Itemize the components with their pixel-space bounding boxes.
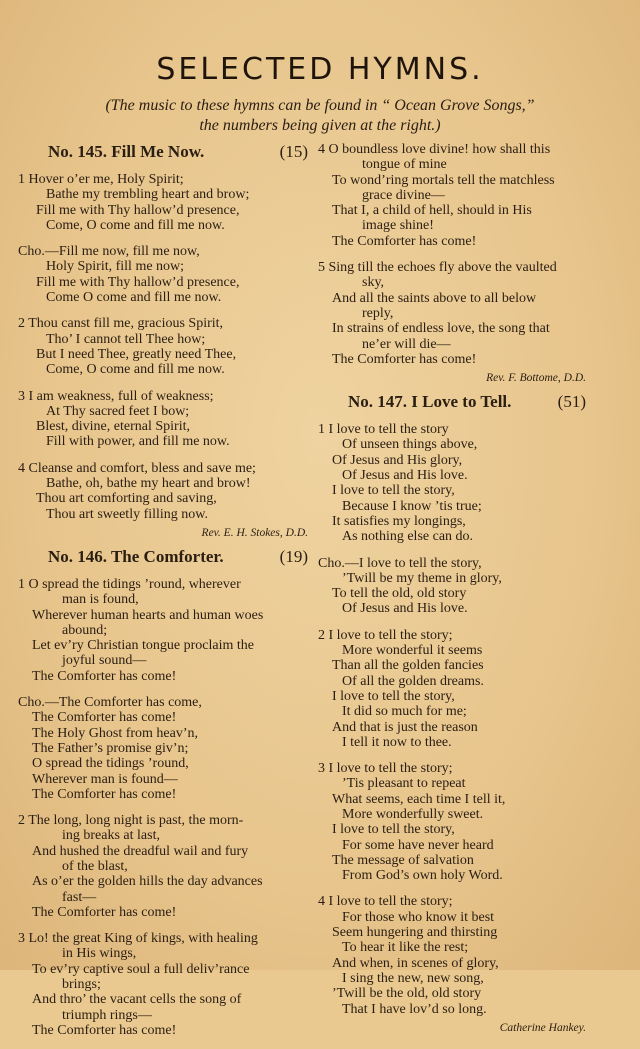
hymn-147-number: (51) xyxy=(557,392,586,412)
hymn-147-author: Catherine Hankey. xyxy=(499,1021,586,1034)
verse xyxy=(18,695,308,802)
verse xyxy=(318,142,586,249)
verse-line: abound; xyxy=(62,622,108,638)
verse-line: Fill me with Thy hallow’d presence, xyxy=(36,202,240,218)
verse-line: 1 Hover o’er me, Holy Spirit; xyxy=(18,172,184,187)
verse xyxy=(18,577,308,684)
verse-line: I love to tell the story, xyxy=(332,688,455,704)
verse-line: Fill with power, and fill me now. xyxy=(46,434,230,450)
music-note xyxy=(40,96,600,136)
verse-line: 2 I love to tell the story; xyxy=(318,627,453,643)
hymn-146-verses xyxy=(18,577,308,1038)
verse xyxy=(18,316,308,377)
verse-line: I sing the new, new song, xyxy=(342,970,484,986)
verse-line: The Holy Ghost from heav’n, xyxy=(32,725,199,741)
verse-line: of the blast, xyxy=(62,858,128,874)
verse-line: As nothing else can do. xyxy=(342,529,474,545)
hymn-147-verses xyxy=(318,422,586,1017)
verse-line: fast— xyxy=(62,889,97,905)
verse-line: The Comforter has come! xyxy=(32,786,177,802)
verse-line: In strains of endless love, the song that xyxy=(332,321,550,337)
verse xyxy=(318,556,586,617)
verse-line: I tell it now to thee. xyxy=(342,734,452,750)
verse-line: What seems, each time I tell it, xyxy=(332,791,506,807)
verse-line: Thou art sweetly filling now. xyxy=(46,506,209,522)
verse-line: 2 The long, long night is past, the morn- xyxy=(18,813,244,829)
verse-line: triumph rings— xyxy=(62,1007,152,1023)
verse-line: It did so much for me; xyxy=(342,704,467,720)
verse-line: Cho.—Fill me now, fill me now, xyxy=(18,244,200,260)
verse-line: The message of salvation xyxy=(332,852,474,868)
verse-line: To hear it like the rest; xyxy=(342,940,469,956)
verse-line: More wonderfully sweet. xyxy=(342,806,484,822)
verse-line: As o’er the golden hills the day advances xyxy=(32,874,263,890)
verse-line: And thro’ the vacant cells the song of xyxy=(32,992,242,1008)
hymn-146-title: No. 146. The Comforter. xyxy=(48,546,224,566)
verse-line: Come, O come and fill me now. xyxy=(46,362,225,378)
verse xyxy=(18,244,308,305)
verse-line: From God’s own holy Word. xyxy=(342,868,503,884)
verse-line: Blest, divine, eternal Spirit, xyxy=(36,419,190,435)
verse-line: Cho.—The Comforter has come, xyxy=(18,695,202,711)
hymn-145-number: (15) xyxy=(279,142,308,161)
verse xyxy=(18,172,308,233)
verse-line: More wonderful it seems xyxy=(342,643,483,659)
verse-line: Cho.—I love to tell the story, xyxy=(318,555,482,571)
hymn-146-continued-verses xyxy=(318,142,586,367)
verse-line: Wherever man is found— xyxy=(32,771,178,787)
hymn-145-heading xyxy=(18,142,308,162)
verse-line: To tell the old, old story xyxy=(332,586,467,602)
hymn-146-number: (19) xyxy=(279,546,308,566)
verse-line: The Comforter has come! xyxy=(332,233,477,249)
music-note-line-2: the numbers being given at the right.) xyxy=(199,117,441,134)
verse-line: It satisfies my longings, xyxy=(332,513,466,529)
verse-line: Of unseen things above, xyxy=(342,437,478,453)
verse-line: Of Jesus and His love. xyxy=(342,468,468,484)
verse-line: in His wings, xyxy=(62,946,137,962)
verse xyxy=(318,628,586,750)
verse-line: Come O come and fill me now. xyxy=(46,290,222,306)
verse xyxy=(18,813,308,920)
verse xyxy=(318,761,586,883)
verse-line: 4 I love to tell the story; xyxy=(318,894,453,910)
verse-line: sky, xyxy=(362,275,385,291)
verse-line: And that is just the reason xyxy=(332,719,478,735)
verse-line: And hushed the dreadful wail and fury xyxy=(32,843,249,859)
hymn-146-heading xyxy=(18,547,308,567)
verse-line: reply, xyxy=(362,305,394,321)
verse-line: 1 O spread the tidings ’round, wherever xyxy=(18,576,241,592)
verse-line: But I need Thee, greatly need Thee, xyxy=(36,346,237,362)
hymn-147-heading xyxy=(318,392,586,412)
verse-line: The Comforter has come! xyxy=(32,1022,177,1038)
verse-line: That I have lov’d so long. xyxy=(342,1001,487,1017)
verse xyxy=(18,461,308,522)
verse-line: Bathe my trembling heart and brow; xyxy=(46,187,250,203)
right-column xyxy=(318,142,586,1042)
verse-line: Tho’ I cannot tell Thee how; xyxy=(46,331,206,347)
verse-line: 5 Sing till the echoes fly above the vaulted xyxy=(318,260,557,276)
verse xyxy=(18,389,308,450)
verse-line: 3 I am weakness, full of weakness; xyxy=(18,388,214,404)
hymn-145-author: Rev. E. H. Stokes, D.D. xyxy=(201,526,308,539)
left-column xyxy=(18,142,308,1049)
verse-line: 4 Cleanse and comfort, bless and save me; xyxy=(18,460,256,476)
verse-line: Bathe, oh, bathe my heart and brow! xyxy=(46,476,251,492)
page-title: SELECTED HYMNS. xyxy=(156,52,484,87)
verse-line: Wherever human hearts and human woes xyxy=(32,607,264,623)
verse-line: 1 I love to tell the story xyxy=(318,422,449,438)
verse-line: Because I know ’tis true; xyxy=(342,498,482,514)
verse-line: Fill me with Thy hallow’d presence, xyxy=(36,274,240,290)
verse-line: brings; xyxy=(62,977,101,993)
hymn-146-author: Rev. F. Bottome, D.D. xyxy=(486,372,586,385)
verse-line: And all the saints above to all below xyxy=(332,290,537,306)
verse-line: To wond’ring mortals tell the matchless xyxy=(332,172,555,188)
verse-line: The Comforter has come! xyxy=(32,668,177,684)
verse-line: ’Twill be my theme in glory, xyxy=(342,570,502,586)
verse-line: The Comforter has come! xyxy=(332,351,477,367)
verse-line: The Comforter has come! xyxy=(32,904,177,920)
hymn-145-title: No. 145. Fill Me Now. xyxy=(48,142,205,161)
verse xyxy=(318,894,586,1016)
verse-line: Than all the golden fancies xyxy=(332,658,484,674)
verse-line: joyful sound— xyxy=(62,653,147,669)
verse-line: For some have never heard xyxy=(342,837,494,853)
verse-line: 4 O boundless love divine! how shall this xyxy=(318,142,551,157)
verse-line: Seem hungering and thirsting xyxy=(332,925,498,941)
verse-line: The Comforter has come! xyxy=(32,710,177,726)
verse-line: Thou art comforting and saving, xyxy=(36,491,217,507)
verse-line: 3 I love to tell the story; xyxy=(318,761,453,777)
verse-line: Of Jesus and His love. xyxy=(342,601,468,617)
verse-line: Come, O come and fill me now. xyxy=(46,217,225,233)
verse-line: At Thy sacred feet I bow; xyxy=(46,403,190,419)
hymn-147-title: No. 147. I Love to Tell. xyxy=(348,392,512,412)
verse-line: I love to tell the story, xyxy=(332,822,455,838)
verse-line: To ev’ry captive soul a full deliv’rance xyxy=(32,961,250,977)
verse-line: ing breaks at last, xyxy=(62,828,160,844)
verse-line: O spread the tidings ’round, xyxy=(32,756,189,772)
verse-line: The Father’s promise giv’n; xyxy=(32,740,189,756)
verse-line: man is found, xyxy=(62,592,139,608)
verse-line: 2 Thou canst fill me, gracious Spirit, xyxy=(18,316,224,332)
verse xyxy=(318,260,586,367)
verse-line: That I, a child of hell, should in His xyxy=(332,203,532,219)
hymn-145-verses xyxy=(18,172,308,522)
verse-line: Of all the golden dreams. xyxy=(342,673,484,689)
verse-line: ’Twill be the old, old story xyxy=(332,986,482,1002)
verse-line: And when, in scenes of glory, xyxy=(332,955,499,971)
verse-line: I love to tell the story, xyxy=(332,483,455,499)
verse xyxy=(318,422,586,544)
verse-line: Of Jesus and His glory, xyxy=(332,452,463,468)
verse-line: Holy Spirit, fill me now; xyxy=(46,259,185,275)
music-note-line-1: (The music to these hymns can be found in “ Ocean Grove Songs,” xyxy=(105,97,535,114)
verse-line: tongue of mine xyxy=(362,157,447,173)
verse-line: For those who know it best xyxy=(342,909,495,925)
verse-line: grace divine— xyxy=(362,187,445,203)
verse-line: Let ev’ry Christian tongue proclaim the xyxy=(32,638,254,654)
verse-line: 3 Lo! the great King of kings, with healing xyxy=(18,931,258,947)
verse xyxy=(18,931,308,1038)
verse-line: ne’er will die— xyxy=(362,336,451,352)
verse-line: ’Tis pleasant to repeat xyxy=(342,776,466,792)
verse-line: image shine! xyxy=(362,218,434,234)
